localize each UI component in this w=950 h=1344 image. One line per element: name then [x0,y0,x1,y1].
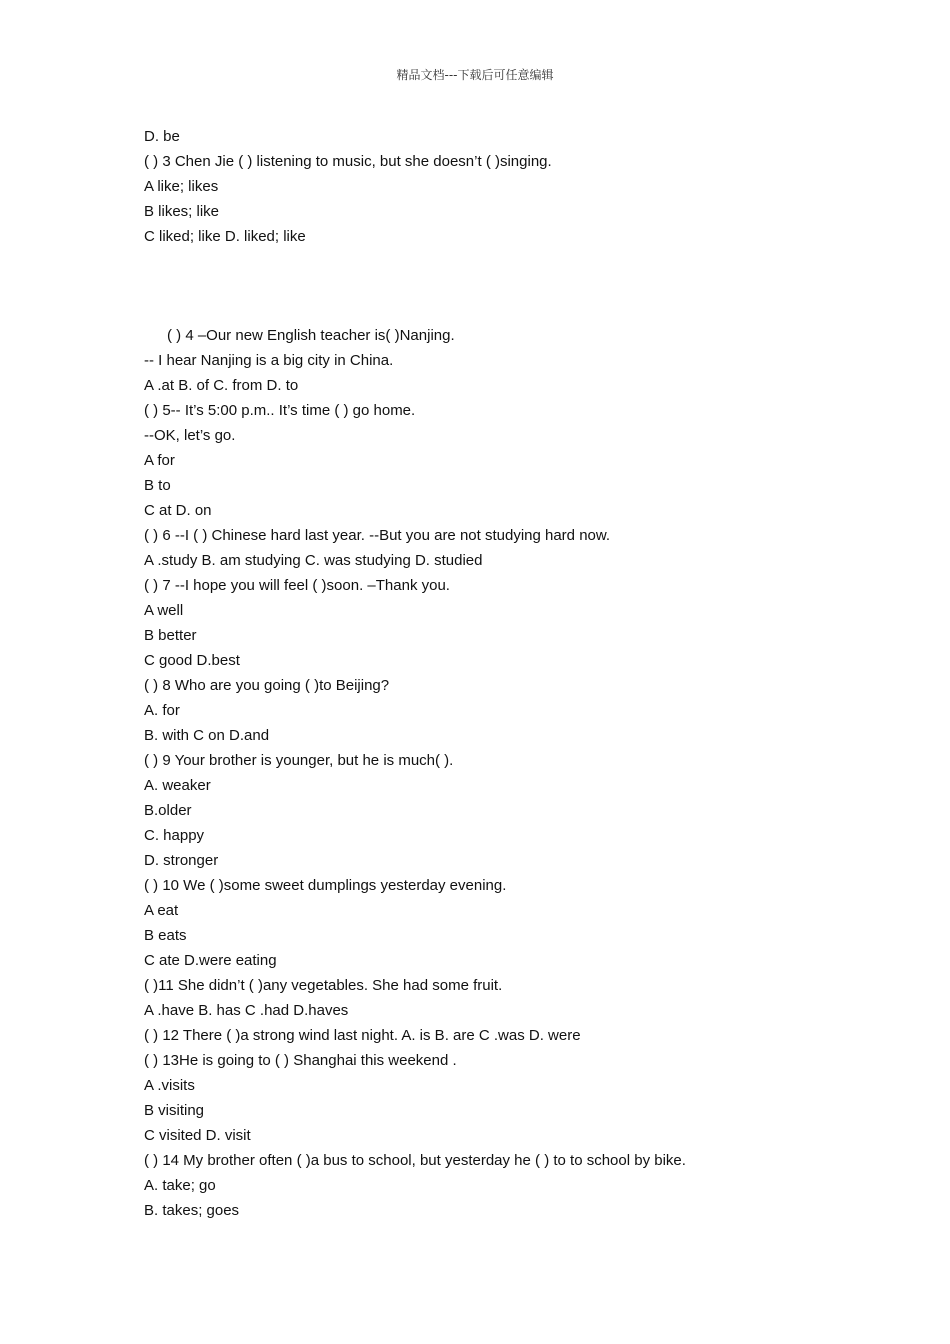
text-line: ( ) 4 –Our new English teacher is( )Nanjing. [167,327,455,344]
text-line: B to [144,477,171,494]
page-header: 精品文档---下载后可任意编辑 [396,68,554,82]
text-line: ( ) 5-- It’s 5:00 p.m.. It’s time ( ) go home. [144,402,416,419]
text-line: B visiting [144,1102,205,1119]
text-line: ( ) 6 --I ( ) Chinese hard last year. --But you are not studying hard now. [144,527,611,544]
text-block-second [144,323,824,1223]
text-line: C ate D.were eating [144,952,277,969]
text-line: C liked; like D. liked; like [144,228,306,245]
text-line: B.older [144,802,192,819]
text-line: ( ) 12 There ( )a strong wind last night. A. is B. are C .was D. were [144,1027,581,1044]
text-line: A like; likes [144,178,219,195]
text-line: -- I hear Nanjing is a big city in China. [144,352,394,369]
text-line: B eats [144,927,187,944]
text-line: A .have B. has C .had D.haves [144,1002,349,1019]
text-line: --OK, let’s go. [144,427,236,444]
text-line: ( ) 14 My brother often ( )a bus to school, but yesterday he ( ) to to school by bike. [144,1152,686,1169]
text-line: A .study B. am studying C. was studying D. studied [144,552,483,569]
text-line: A eat [144,902,179,919]
text-line: D. be [144,128,180,145]
text-line: C good D.best [144,652,240,669]
text-line: A. take; go [144,1177,216,1194]
text-line: C visited D. visit [144,1127,251,1144]
text-line: D. stronger [144,852,219,869]
text-line: B better [144,627,197,644]
text-line: ( ) 10 We ( )some sweet dumplings yesterday evening. [144,877,507,894]
text-line: A for [144,452,175,469]
text-line: A. for [144,702,180,719]
text-line: B likes; like [144,203,220,220]
text-line: C. happy [144,827,205,844]
text-line: A. weaker [144,777,211,794]
text-line: B. takes; goes [144,1202,240,1219]
text-line: ( ) 13He is going to ( ) Shanghai this weekend . [144,1052,457,1069]
text-block-first [144,124,824,249]
text-line: B. with C on D.and [144,727,270,744]
text-line: A well [144,602,184,619]
text-line: ( ) 8 Who are you going ( )to Beijing? [144,677,390,694]
text-line: ( )11 She didn’t ( )any vegetables. She had some fruit. [144,977,503,994]
text-line: C at D. on [144,502,212,519]
text-line: ( ) 9 Your brother is younger, but he is much( ). [144,752,454,769]
text-line: A .visits [144,1077,195,1094]
text-line: ( ) 3 Chen Jie ( ) listening to music, but she doesn’t ( )singing. [144,153,552,170]
text-line: ( ) 7 --I hope you will feel ( )soon. –Thank you. [144,577,450,594]
text-line: A .at B. of C. from D. to [144,377,299,394]
